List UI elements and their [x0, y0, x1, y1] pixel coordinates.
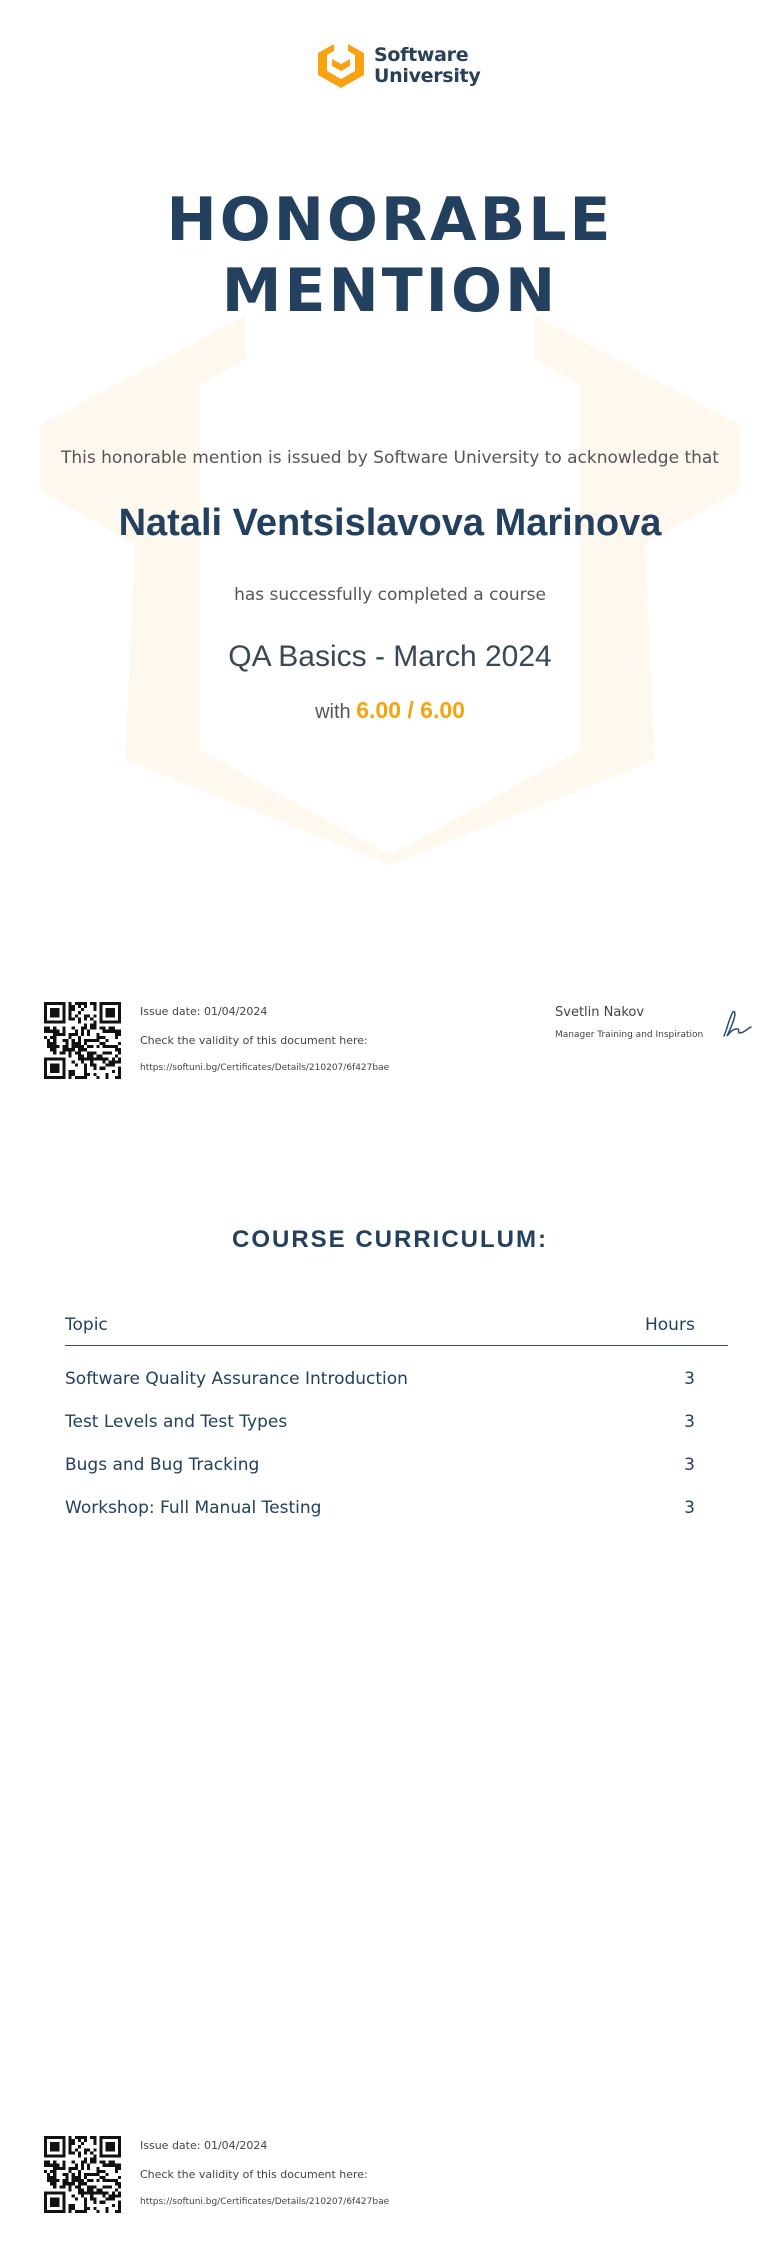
qr-code-icon	[44, 1002, 121, 1079]
validity-check-text: Check the validity of this document here:	[140, 1034, 368, 1047]
qr-code-icon	[44, 2136, 121, 2213]
recipient-name: Natali Ventsislavova Marinova	[118, 502, 662, 544]
completed-statement: has successfully completed a course	[234, 585, 546, 605]
validity-check-text: Check the validity of this document here:	[140, 2168, 368, 2181]
column-header-hours: Hours	[645, 1315, 695, 1335]
topic-cell: Test Levels and Test Types	[65, 1412, 288, 1432]
softuni-logo-icon	[314, 41, 368, 91]
signer-role: Manager Training and Inspiration	[555, 1030, 704, 1040]
certificate-title	[0, 185, 780, 327]
issued-statement: This honorable mention is issued by Software University to acknowledge that	[61, 448, 719, 468]
softuni-watermark	[40, 290, 740, 870]
signature-icon	[718, 1006, 754, 1042]
brand-name-line1: Software	[374, 44, 469, 66]
title-line2: MENTION	[221, 256, 559, 326]
course-name: QA Basics - March 2024	[228, 640, 552, 673]
brand-name-line2: University	[374, 65, 481, 87]
header-divider	[65, 1345, 728, 1346]
topic-cell: Software Quality Assurance Introduction	[65, 1369, 408, 1389]
grade-value: 6.00 / 6.00	[356, 697, 465, 723]
table-row	[65, 1412, 695, 1455]
hours-cell: 3	[684, 1455, 695, 1475]
softuni-logo	[314, 40, 480, 92]
topic-cell: Workshop: Full Manual Testing	[65, 1498, 322, 1518]
hours-cell: 3	[684, 1498, 695, 1518]
grade-prefix: with	[315, 701, 351, 723]
verification-link[interactable]: https://softuni.bg/Certificates/Details/210207/6f427bae	[140, 2197, 390, 2207]
title-line1: HONORABLE	[166, 185, 614, 255]
table-row	[65, 1455, 695, 1498]
verification-link[interactable]: https://softuni.bg/Certificates/Details/210207/6f427bae	[140, 1063, 390, 1073]
grade-line	[0, 697, 780, 724]
table-row	[65, 1498, 695, 1541]
issue-date: Issue date: 01/04/2024	[140, 2139, 268, 2152]
curriculum-title: COURSE CURRICULUM:	[232, 1226, 548, 1253]
issue-date: Issue date: 01/04/2024	[140, 1005, 268, 1018]
topic-cell: Bugs and Bug Tracking	[65, 1455, 260, 1475]
table-row	[65, 1369, 695, 1412]
column-header-topic: Topic	[65, 1315, 108, 1335]
hours-cell: 3	[684, 1412, 695, 1432]
signer-name: Svetlin Nakov	[555, 1005, 645, 1020]
hours-cell: 3	[684, 1369, 695, 1389]
